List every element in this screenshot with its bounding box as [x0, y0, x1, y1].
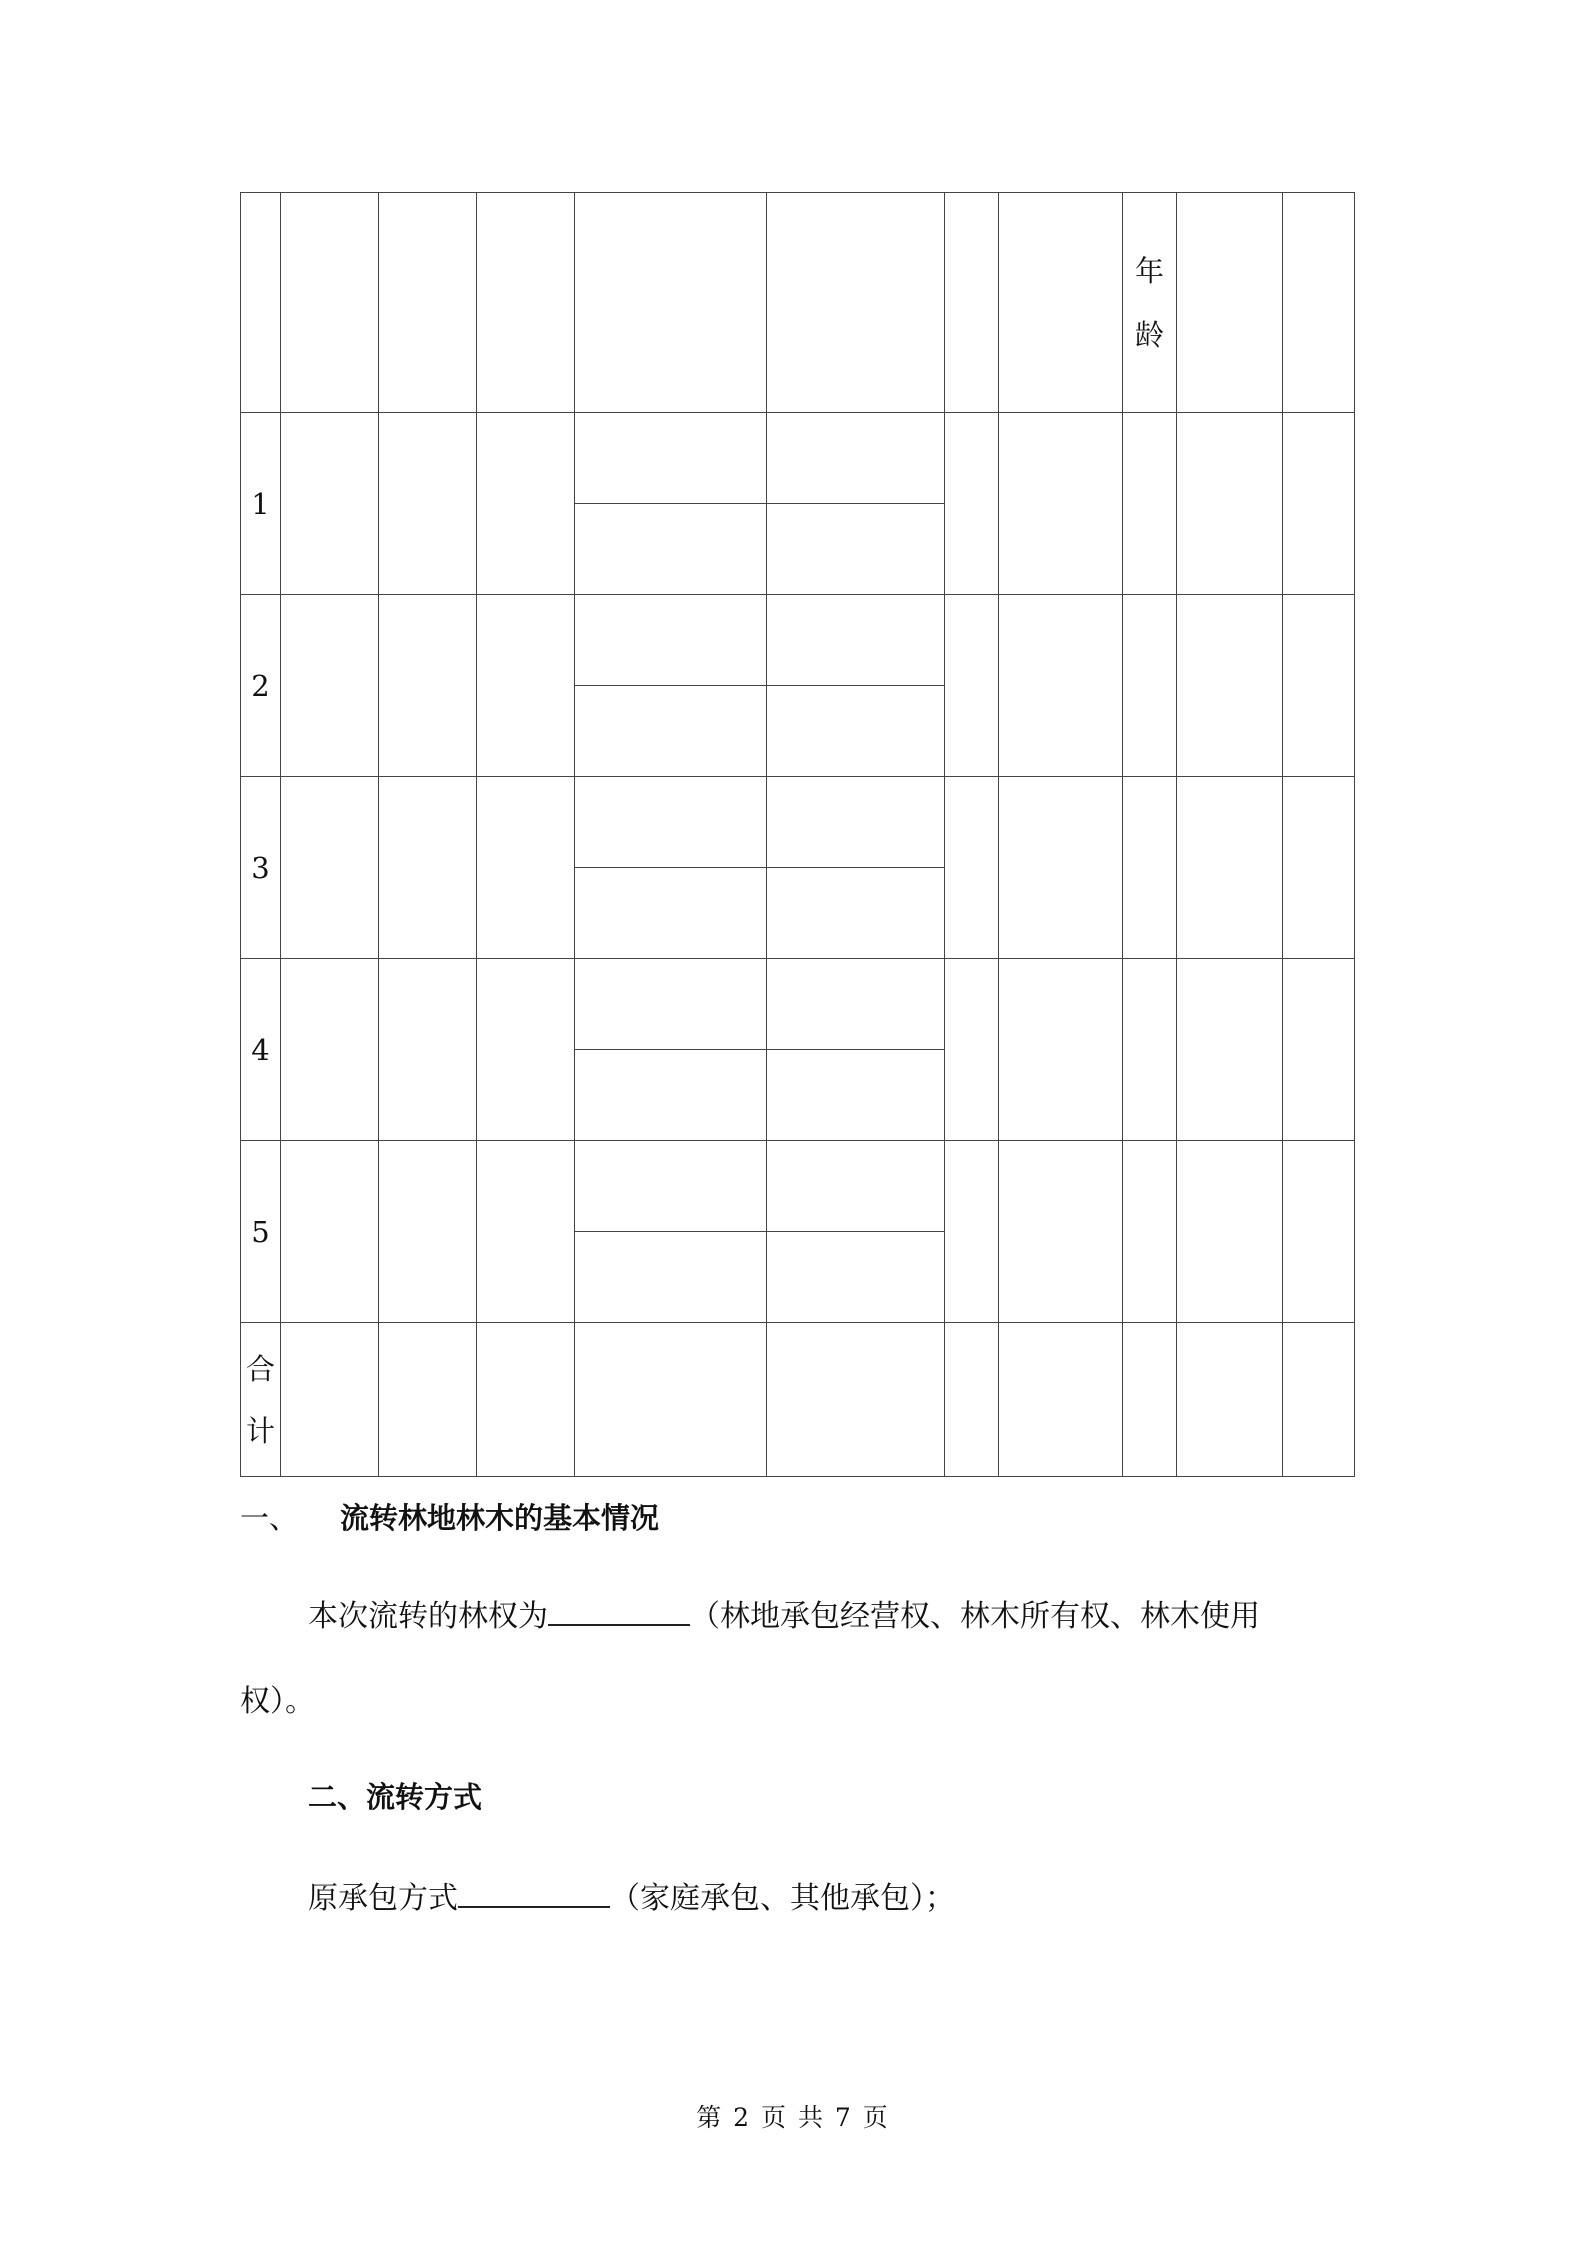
table-cell[interactable]	[575, 777, 767, 868]
total-label-cell	[241, 1323, 281, 1477]
table-row	[241, 1141, 1355, 1232]
table-cell[interactable]	[575, 413, 767, 504]
table-cell[interactable]	[575, 1050, 767, 1141]
section-heading-transfer-method: 二、流转方式	[308, 1780, 483, 1814]
table-cell[interactable]	[379, 1323, 477, 1477]
paragraph-prefix: 原承包方式	[308, 1881, 458, 1916]
table-total-row	[241, 1323, 1355, 1477]
forest-right-paragraph	[308, 1591, 1260, 1635]
table-cell[interactable]	[379, 959, 477, 1141]
table-cell[interactable]	[767, 413, 945, 504]
table-cell[interactable]	[575, 868, 767, 959]
section-heading-basic-info	[240, 1496, 659, 1537]
paragraph-options: （家庭承包、其他承包）；	[610, 1881, 955, 1916]
table-cell[interactable]	[1177, 595, 1283, 777]
row-number-cell: 2	[241, 595, 281, 777]
table-cell[interactable]	[767, 1141, 945, 1232]
table-cell[interactable]	[281, 1323, 379, 1477]
contract-method-blank[interactable]	[458, 1876, 610, 1908]
table-cell[interactable]	[999, 959, 1123, 1141]
table-cell[interactable]	[1177, 413, 1283, 595]
table-cell[interactable]	[945, 1323, 999, 1477]
table-cell[interactable]	[945, 777, 999, 959]
table-cell[interactable]	[767, 959, 945, 1050]
table-cell[interactable]	[767, 1050, 945, 1141]
page-footer: 第 2 页 共 7 页	[696, 2103, 890, 2132]
paragraph-options: （林地承包经营权、林木所有权、林木使用	[690, 1599, 1260, 1634]
table-cell[interactable]	[999, 1323, 1123, 1477]
table-cell[interactable]	[999, 413, 1123, 595]
table-cell[interactable]	[575, 959, 767, 1050]
table-cell[interactable]	[379, 777, 477, 959]
table-cell[interactable]	[999, 193, 1123, 413]
age-header-cell	[1123, 193, 1177, 413]
table-cell[interactable]	[945, 1141, 999, 1323]
table-cell[interactable]	[379, 1141, 477, 1323]
table-cell[interactable]	[945, 413, 999, 595]
table-cell[interactable]	[281, 959, 379, 1141]
table-cell[interactable]	[1123, 959, 1177, 1141]
table-cell[interactable]	[999, 1141, 1123, 1323]
table-cell[interactable]	[1123, 777, 1177, 959]
paragraph-prefix: 本次流转的林权为	[308, 1599, 548, 1634]
table-cell[interactable]	[281, 595, 379, 777]
table-cell[interactable]	[945, 595, 999, 777]
table-cell[interactable]	[1283, 777, 1355, 959]
total-label-char: 计	[245, 1413, 275, 1448]
table-cell[interactable]	[477, 1323, 575, 1477]
forest-right-paragraph-continuation: 权）。	[240, 1684, 315, 1719]
table-cell[interactable]	[767, 595, 945, 686]
row-number-cell: 1	[241, 413, 281, 595]
table-row	[241, 777, 1355, 868]
table-cell[interactable]	[945, 193, 999, 413]
table-cell[interactable]	[1123, 595, 1177, 777]
row-number-cell: 3	[241, 777, 281, 959]
table-cell[interactable]	[1283, 193, 1355, 413]
row-number-cell: 4	[241, 959, 281, 1141]
table-cell[interactable]	[767, 504, 945, 595]
table-cell[interactable]	[1177, 193, 1283, 413]
table-cell[interactable]	[1123, 1323, 1177, 1477]
table-cell[interactable]	[281, 193, 379, 413]
table-cell[interactable]	[575, 193, 767, 413]
table-cell[interactable]	[575, 1232, 767, 1323]
table-cell[interactable]	[281, 777, 379, 959]
table-cell[interactable]	[379, 413, 477, 595]
table-cell[interactable]	[575, 1323, 767, 1477]
table-row	[241, 595, 1355, 686]
table-cell[interactable]	[767, 868, 945, 959]
table-cell[interactable]	[1283, 1141, 1355, 1323]
table-cell[interactable]	[767, 686, 945, 777]
row-number-cell: 5	[241, 1141, 281, 1323]
table-cell[interactable]	[477, 413, 575, 595]
table-row	[241, 959, 1355, 1050]
table-cell[interactable]	[767, 1232, 945, 1323]
table-cell[interactable]	[281, 1141, 379, 1323]
table-cell[interactable]	[1283, 595, 1355, 777]
total-label-char: 合	[245, 1351, 275, 1386]
age-header-char: 年	[1134, 253, 1164, 288]
table-cell[interactable]	[767, 777, 945, 868]
table-cell[interactable]	[477, 595, 575, 777]
table-cell[interactable]	[575, 686, 767, 777]
table-cell[interactable]	[1283, 959, 1355, 1141]
age-header-char: 龄	[1134, 317, 1164, 352]
table-cell[interactable]	[477, 1141, 575, 1323]
table-header-row	[241, 193, 1355, 413]
table-cell[interactable]	[575, 595, 767, 686]
table-cell[interactable]	[281, 413, 379, 595]
table-cell[interactable]	[379, 595, 477, 777]
table-cell[interactable]	[767, 193, 945, 413]
forest-rights-table	[240, 192, 1355, 1477]
table-cell[interactable]	[1283, 413, 1355, 595]
table-cell[interactable]	[999, 777, 1123, 959]
table-cell[interactable]	[1283, 1323, 1355, 1477]
table-row	[241, 413, 1355, 504]
table-cell[interactable]	[1177, 1141, 1283, 1323]
table-cell[interactable]	[477, 777, 575, 959]
table-cell[interactable]	[477, 959, 575, 1141]
forest-right-blank[interactable]	[548, 1594, 690, 1626]
section-marker: 一、	[240, 1501, 299, 1535]
contract-method-paragraph	[308, 1873, 955, 1917]
table-cell[interactable]	[945, 959, 999, 1141]
table-cell[interactable]	[999, 595, 1123, 777]
table-cell[interactable]	[1177, 959, 1283, 1141]
table-cell[interactable]	[1123, 1141, 1177, 1323]
table-cell[interactable]	[767, 1323, 945, 1477]
table-cell[interactable]	[241, 193, 281, 413]
table-cell[interactable]	[1123, 413, 1177, 595]
table-cell[interactable]	[477, 193, 575, 413]
table-cell[interactable]	[1177, 1323, 1283, 1477]
section-title: 流转林地林木的基本情况	[340, 1501, 660, 1535]
table-cell[interactable]	[575, 1141, 767, 1232]
table-cell[interactable]	[379, 193, 477, 413]
table-cell[interactable]	[1177, 777, 1283, 959]
table-cell[interactable]	[575, 504, 767, 595]
